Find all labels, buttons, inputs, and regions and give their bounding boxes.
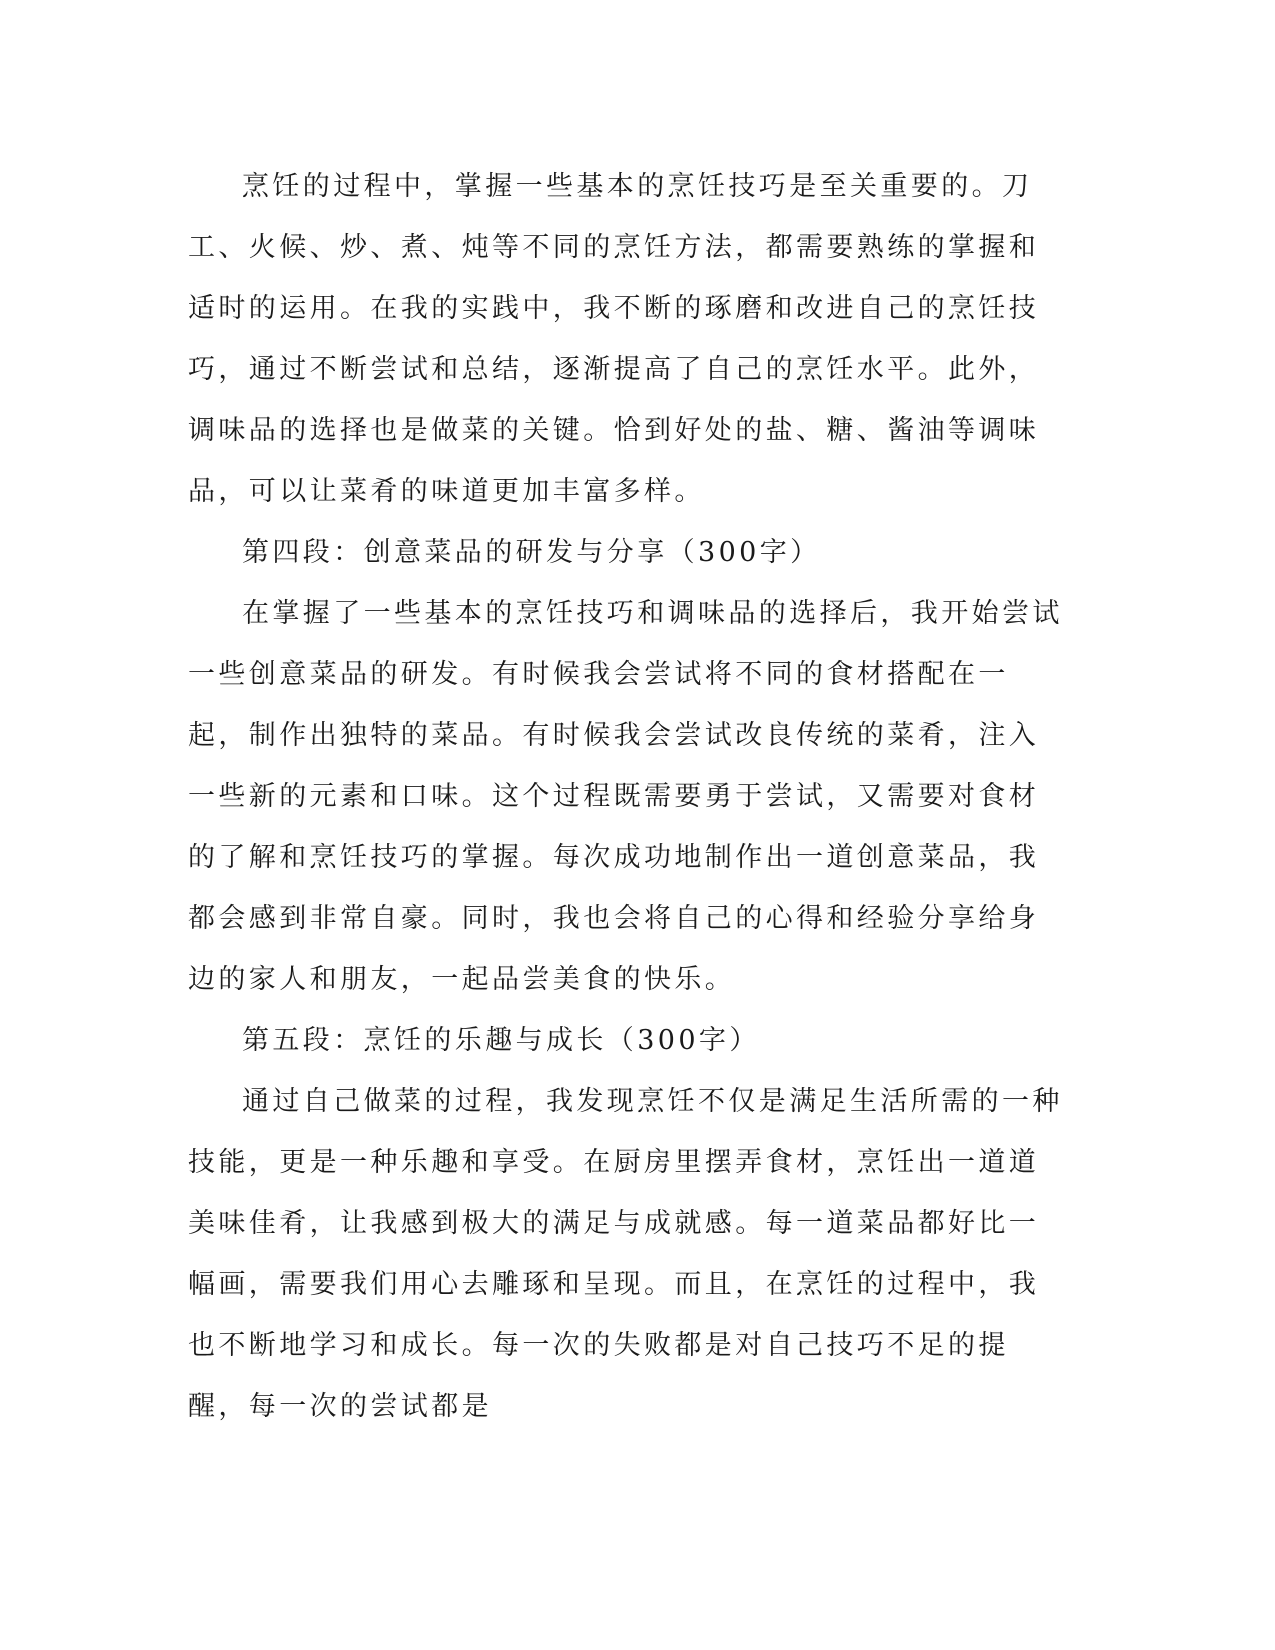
paragraph-joy-and-growth: 通过自己做菜的过程，我发现烹饪不仅是满足生活所需的一种技能，更是一种乐趣和享受。在厨房里摆弄食材，烹饪出一道道美味佳肴，让我感到极大的满足与成就感。每一道菜品都好比一幅画，需要我们用心去雕琢和呈现。而且，在烹饪的过程中，我也不断地学习和成长。每一次的失败都是对自己技巧不足的提醒，每一次的尝试都是	[188, 1086, 1063, 1422]
document-body	[188, 156, 1068, 1437]
section-heading-5: 第五段：烹饪的乐趣与成长（300字）	[242, 1025, 760, 1056]
paragraph-cooking-skills: 烹饪的过程中，掌握一些基本的烹饪技巧是至关重要的。刀工、火候、炒、煮、炖等不同的烹饪方法，都需要熟练的掌握和适时的运用。在我的实践中，我不断的琢磨和改进自己的烹饪技巧，通过不断尝试和总结，逐渐提高了自己的烹饪水平。此外，调味品的选择也是做菜的关键。恰到好处的盐、糖、酱油等调味品，可以让菜肴的味道更加丰富多样。	[188, 171, 1040, 507]
paragraph-creative-dishes: 在掌握了一些基本的烹饪技巧和调味品的选择后，我开始尝试一些创意菜品的研发。有时候我会尝试将不同的食材搭配在一起，制作出独特的菜品。有时候我会尝试改良传统的菜肴，注入一些新的元素和口味。这个过程既需要勇于尝试，又需要对食材的了解和烹饪技巧的掌握。每次成功地制作出一道创意菜品，我都会感到非常自豪。同时，我也会将自己的心得和经验分享给身边的家人和朋友，一起品尝美食的快乐。	[188, 598, 1063, 995]
section-heading-4: 第四段：创意菜品的研发与分享（300字）	[242, 537, 821, 568]
